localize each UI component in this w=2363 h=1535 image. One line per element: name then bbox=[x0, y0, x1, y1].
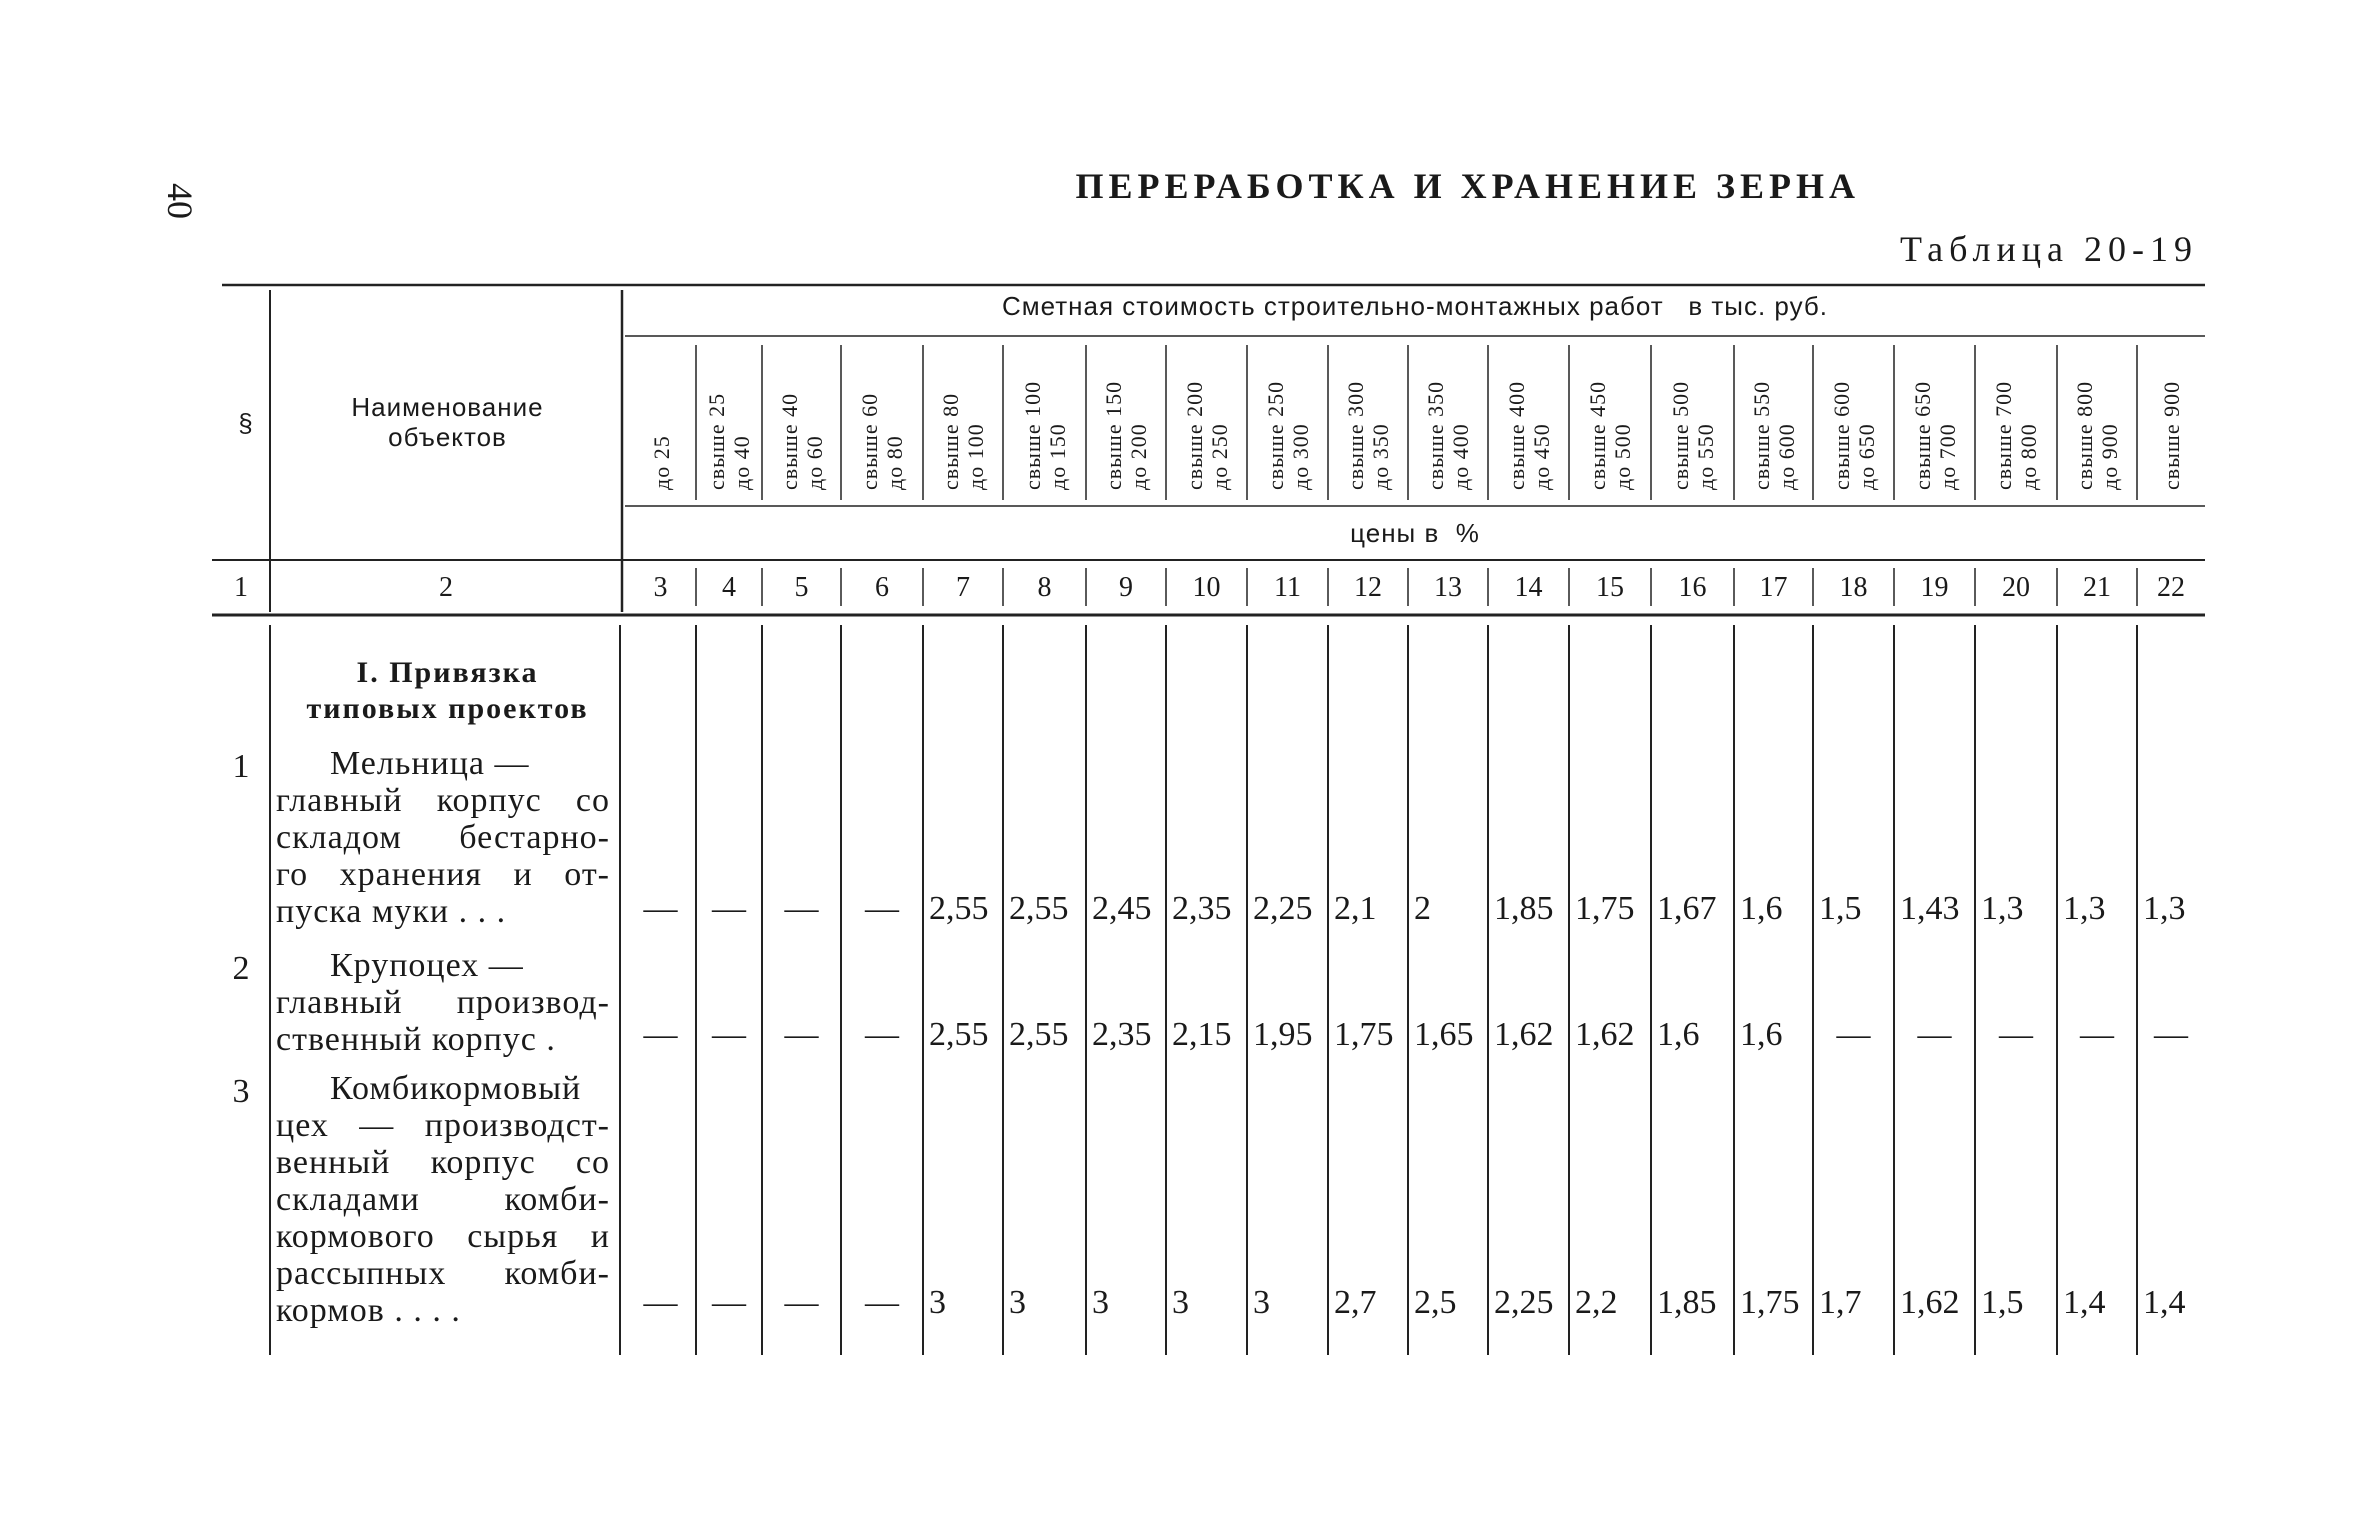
column-number: 14 bbox=[1514, 572, 1543, 603]
table-cell: 2,25 bbox=[1494, 1284, 1554, 1321]
column-number: 16 bbox=[1678, 572, 1707, 603]
cost-column-header-line: до 800 bbox=[2016, 423, 2041, 490]
cost-column-header-line: до 80 bbox=[882, 435, 907, 490]
table-cell: — bbox=[712, 890, 746, 927]
cost-column-header-line: свыше 450 bbox=[1585, 380, 1610, 490]
cost-column-header bbox=[1258, 348, 1318, 498]
object-name-line: ственный корпус . bbox=[276, 1021, 556, 1058]
object-name-line: Комбикормовый bbox=[330, 1070, 582, 1107]
table-label: Таблица 20-19 bbox=[1900, 229, 2198, 269]
table-cell: — bbox=[643, 1016, 678, 1053]
object-name-line: го хранения и от- bbox=[276, 856, 610, 893]
table-cell: 1,6 bbox=[1657, 1016, 1700, 1053]
cost-column-header-line: свыше 250 bbox=[1262, 380, 1288, 490]
table-cell: 1,3 bbox=[1981, 890, 2024, 927]
object-name bbox=[276, 947, 610, 1058]
table-cell: 1,7 bbox=[1819, 1284, 1862, 1321]
column-number: 2 bbox=[439, 572, 453, 603]
column-number: 8 bbox=[1037, 572, 1052, 603]
section-heading bbox=[275, 655, 620, 727]
table-cell: — bbox=[784, 1284, 819, 1321]
object-name-line: Мельница — bbox=[330, 745, 530, 782]
cost-column-header-line: до 700 bbox=[1934, 423, 1960, 490]
row-number: 3 bbox=[232, 1073, 250, 1110]
table-cell: 1,4 bbox=[2063, 1284, 2106, 1321]
table-cell: — bbox=[643, 1284, 678, 1321]
cost-column-header bbox=[1015, 348, 1075, 498]
table-cell: — bbox=[2080, 1016, 2114, 1053]
object-name-line: кормов . . . . bbox=[276, 1292, 461, 1329]
table-cell: 3 bbox=[1009, 1284, 1026, 1321]
cost-column-header-line: свыше 350 bbox=[1423, 380, 1448, 490]
cost-column-header-line: до 350 bbox=[1368, 423, 1393, 490]
table-cell: — bbox=[865, 890, 899, 927]
cost-column-header bbox=[1177, 348, 1237, 498]
table-cell: — bbox=[865, 1284, 899, 1321]
cost-column-header-line: до 500 bbox=[1610, 423, 1635, 490]
table-cell: 1,67 bbox=[1657, 890, 1717, 927]
table-cell: 1,95 bbox=[1253, 1016, 1313, 1053]
table-cell: 1,6 bbox=[1740, 890, 1783, 927]
column-number: 11 bbox=[1274, 572, 1301, 603]
table-cell: 2,1 bbox=[1334, 890, 1377, 927]
cost-column-header-line: свыше 500 bbox=[1667, 380, 1693, 490]
table-cell: 1,5 bbox=[1981, 1284, 2024, 1321]
column-number: 6 bbox=[875, 572, 889, 603]
object-name-line: Крупоцех — bbox=[330, 947, 524, 984]
table-cell: 1,75 bbox=[1334, 1016, 1394, 1053]
cost-column-header bbox=[933, 348, 993, 498]
table-cell: — bbox=[2154, 1016, 2188, 1053]
table-cell: 1,65 bbox=[1414, 1016, 1474, 1053]
page-title: ПЕРЕРАБОТКА И ХРАНЕНИЕ ЗЕРНА bbox=[1075, 166, 1860, 206]
cost-column-header-line: свыше 800 bbox=[2072, 380, 2097, 490]
column-number: 1 bbox=[234, 572, 248, 603]
table-cell: 3 bbox=[929, 1284, 946, 1321]
column-number: 13 bbox=[1434, 572, 1462, 603]
cost-column-header-line: свыше 550 bbox=[1748, 380, 1774, 490]
object-name bbox=[276, 745, 610, 930]
section-heading-line: I. Привязка bbox=[356, 656, 539, 689]
object-name-line: складами комби- bbox=[276, 1181, 610, 1218]
cost-column-header bbox=[1744, 348, 1804, 498]
table-cell: — bbox=[784, 1016, 819, 1053]
cost-column-header-line: до 60 bbox=[801, 435, 827, 490]
name-column-header-line: объектов bbox=[388, 422, 507, 452]
cost-column-header bbox=[2067, 348, 2127, 498]
unit-span-header: цены в % bbox=[1350, 518, 1480, 548]
cost-column-header-line: до 450 bbox=[1528, 423, 1554, 490]
object-name-line: складом бестарно- bbox=[276, 819, 610, 856]
table-cell: 1,62 bbox=[1575, 1016, 1635, 1053]
table-cell: 1,85 bbox=[1657, 1284, 1717, 1321]
table-cell: 3 bbox=[1172, 1284, 1189, 1321]
table-cell: 3 bbox=[1253, 1284, 1270, 1321]
table-cell: — bbox=[1917, 1016, 1952, 1053]
cost-column-header bbox=[1096, 348, 1156, 498]
column-number: 15 bbox=[1596, 572, 1624, 603]
table-cell: — bbox=[1999, 1016, 2033, 1053]
table-cell: 3 bbox=[1092, 1284, 1109, 1321]
cost-column-header-line: до 200 bbox=[1126, 423, 1151, 490]
table-cell: — bbox=[712, 1284, 746, 1321]
table-cell: 1,5 bbox=[1819, 890, 1862, 927]
cost-column-header-line: свыше 300 bbox=[1343, 380, 1368, 490]
table-cell: 2,25 bbox=[1253, 890, 1313, 927]
table-cell: — bbox=[1836, 1016, 1871, 1053]
cost-column-header-line: до 650 bbox=[1853, 423, 1879, 490]
table-cell: 2,35 bbox=[1172, 890, 1232, 927]
table-cell: 2,2 bbox=[1575, 1284, 1618, 1321]
column-number: 10 bbox=[1192, 572, 1221, 603]
column-number: 3 bbox=[653, 572, 668, 603]
section-symbol-header: § bbox=[238, 408, 254, 438]
row-number: 2 bbox=[232, 950, 250, 987]
cost-column-header bbox=[1986, 348, 2046, 498]
column-number: 21 bbox=[2083, 572, 2111, 603]
table-cell: — bbox=[784, 890, 819, 927]
column-number: 19 bbox=[1920, 572, 1949, 603]
cost-column-header-line: свыше 400 bbox=[1503, 380, 1529, 490]
object-name-line: пуска муки . . . bbox=[276, 893, 507, 930]
table-cell: 2,35 bbox=[1092, 1016, 1152, 1053]
cost-column-header-line: свыше 200 bbox=[1181, 380, 1207, 490]
section-heading-line: типовых проектов bbox=[306, 692, 589, 725]
row-number: 1 bbox=[232, 748, 250, 785]
table-cell: 1,43 bbox=[1900, 890, 1960, 927]
name-column-header-line: Наименование bbox=[351, 392, 544, 422]
object-name bbox=[276, 1070, 610, 1329]
cost-column-header bbox=[1338, 348, 1398, 498]
column-number: 5 bbox=[794, 572, 809, 603]
object-name-line: кормового сырья и bbox=[276, 1218, 610, 1255]
cost-column-header-line: свыше 80 bbox=[938, 392, 963, 490]
cost-column-header bbox=[852, 348, 912, 498]
cost-column-header bbox=[1905, 348, 1965, 498]
cost-column-header bbox=[2141, 348, 2201, 498]
table-cell: 1,85 bbox=[1494, 890, 1554, 927]
table-cell: 2,45 bbox=[1092, 890, 1152, 927]
cost-column-header-line: свыше 40 bbox=[776, 392, 802, 490]
cost-column-header-line: до 40 bbox=[729, 435, 754, 490]
table-cell: 1,62 bbox=[1494, 1016, 1554, 1053]
table-cell: — bbox=[712, 1016, 746, 1053]
page-number: 40 bbox=[160, 183, 200, 219]
column-number: 18 bbox=[1839, 572, 1868, 603]
table-cell: — bbox=[643, 890, 678, 927]
cost-column-header-line: до 25 bbox=[648, 435, 673, 490]
cost-column-header-line: свыше 25 bbox=[704, 392, 729, 490]
cost-column-header-line: до 900 bbox=[2097, 423, 2122, 490]
cost-column-header bbox=[772, 348, 832, 498]
table-cell: 1,6 bbox=[1740, 1016, 1783, 1053]
cost-column-header-line: до 600 bbox=[1773, 423, 1799, 490]
table-cell: 2,55 bbox=[929, 890, 989, 927]
cost-column-header bbox=[631, 348, 691, 498]
cost-column-header bbox=[1499, 348, 1559, 498]
table-cell: 1,3 bbox=[2143, 890, 2186, 927]
table-cell: 1,4 bbox=[2143, 1284, 2186, 1321]
column-number: 7 bbox=[956, 572, 970, 603]
table-cell: 2,55 bbox=[1009, 1016, 1069, 1053]
cost-column-header bbox=[1580, 348, 1640, 498]
cost-column-header-line: свыше 150 bbox=[1101, 380, 1126, 490]
cost-column-header-line: свыше 600 bbox=[1828, 380, 1854, 490]
table-cell: 2 bbox=[1414, 890, 1431, 927]
table-cell: 2,55 bbox=[1009, 890, 1069, 927]
table-cell: 1,3 bbox=[2063, 890, 2106, 927]
table-cell: — bbox=[865, 1016, 899, 1053]
cost-column-header bbox=[1418, 348, 1478, 498]
cost-column-header-line: до 550 bbox=[1692, 423, 1718, 490]
cost-span-header: Сметная стоимость строительно-монтажных работ в тыс. руб. bbox=[1001, 291, 1828, 321]
column-number: 9 bbox=[1119, 572, 1133, 603]
table-cell: 2,15 bbox=[1172, 1016, 1232, 1053]
cost-column-header bbox=[1663, 348, 1723, 498]
table-cell: 1,75 bbox=[1740, 1284, 1800, 1321]
cost-column-header-line: свыше 900 bbox=[2158, 380, 2184, 490]
table-cell: 1,75 bbox=[1575, 890, 1635, 927]
cost-column-header-line: до 150 bbox=[1044, 423, 1070, 490]
name-column-header bbox=[275, 392, 620, 452]
column-number: 17 bbox=[1759, 572, 1788, 603]
cost-column-header-line: до 100 bbox=[963, 423, 988, 490]
table-cell: 2,5 bbox=[1414, 1284, 1457, 1321]
object-name-line: венный корпус со bbox=[276, 1144, 610, 1181]
cost-column-header-line: свыше 650 bbox=[1909, 380, 1935, 490]
column-number: 4 bbox=[722, 572, 736, 603]
cost-column-header-line: свыше 700 bbox=[1991, 380, 2016, 490]
table-cell: 1,62 bbox=[1900, 1284, 1960, 1321]
object-name-line: рассыпных комби- bbox=[276, 1255, 610, 1292]
object-name-line: главный корпус со bbox=[276, 782, 610, 819]
table-cell: 2,55 bbox=[929, 1016, 989, 1053]
cost-column-header-line: свыше 60 bbox=[857, 392, 882, 490]
object-name-line: главный производ- bbox=[276, 984, 610, 1021]
column-number: 20 bbox=[2002, 572, 2030, 603]
column-number: 22 bbox=[2157, 572, 2185, 603]
cost-column-header-line: до 250 bbox=[1206, 423, 1232, 490]
cost-column-header-line: до 300 bbox=[1287, 423, 1313, 490]
cost-column-header-line: свыше 100 bbox=[1019, 380, 1045, 490]
object-name-line: цех — производст- bbox=[276, 1107, 610, 1144]
cost-column-header bbox=[1824, 348, 1884, 498]
table-cell: 2,7 bbox=[1334, 1284, 1377, 1321]
cost-column-header bbox=[699, 348, 759, 498]
column-number: 12 bbox=[1354, 572, 1382, 603]
cost-column-header-line: до 400 bbox=[1448, 423, 1473, 490]
